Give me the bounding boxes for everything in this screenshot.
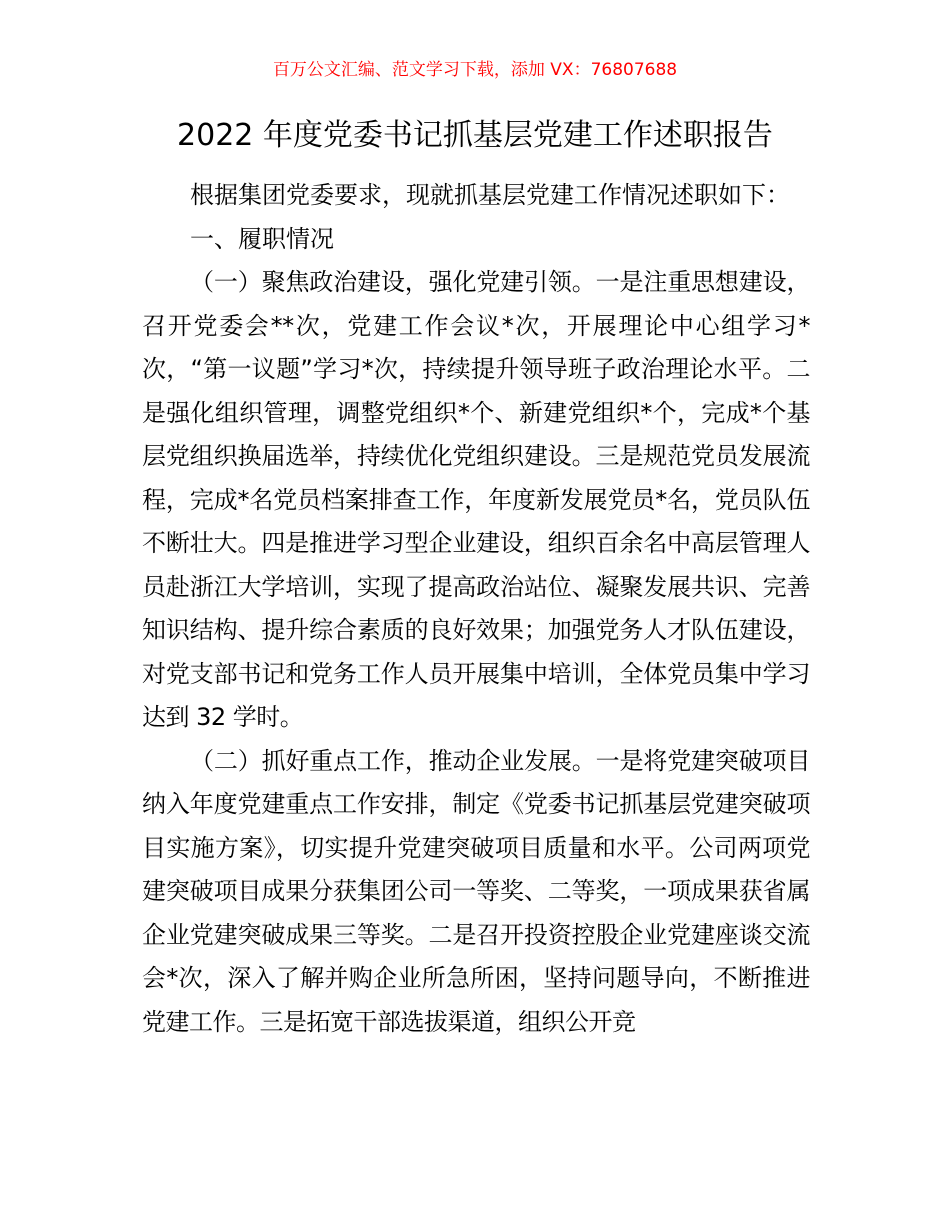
document-title: 2022 年度党委书记抓基层党建工作述职报告 <box>177 118 773 153</box>
paragraph-key-work: （二）抓好重点工作，推动企业发展。一是将党建突破项目纳入年度党建重点工作安排，制定《党委书记抓基层党建突破项目实施方案》，切实提升党建突破项目质量和水平。公司两项党建突破项目成果分获集团公司一等奖、二等奖，一项成果获省属企业党建突破成果三等奖。二是召开投资控股企业党建座谈交流会*次，深入了解并购企业所急所困，坚持问题导向，不断推进党建工作。三是拓宽干部选拔渠道，组织公开竞 <box>142 746 810 1036</box>
header-contact-note: 百万公文汇编、范文学习下载，添加 VX：76807688 <box>272 60 678 80</box>
section-heading: 一、履职情况 <box>190 224 334 253</box>
paragraph-political-construction: （一）聚焦政治建设，强化党建引领。一是注重思想建设，召开党委会**次，党建工作会议*次，开展理论中心组学习*次，“第一议题”学习*次，持续提升领导班子政治理论水平。二是强化组织管理，调整党组织*个、新建党组织*个，完成*个基层党组织换届选举，持续优化党组织建设。三是规范党员发展流程，完成*名党员档案排查工作，年度新发展党员*名，党员队伍不断壮大。四是推进学习型企业建设，组织百余名中高层管理人员赴浙江大学培训，实现了提高政治站位、凝聚发展共识、完善知识结构、提升综合素质的良好效果；加强党务人才队伍建设，对党支部书记和党务工作人员开展集中培训，全体党员集中学习达到 32 学时。 <box>142 268 810 731</box>
document-body <box>142 174 810 1044</box>
intro-paragraph: 根据集团党委要求，现就抓基层党建工作情况述职如下： <box>190 181 790 209</box>
